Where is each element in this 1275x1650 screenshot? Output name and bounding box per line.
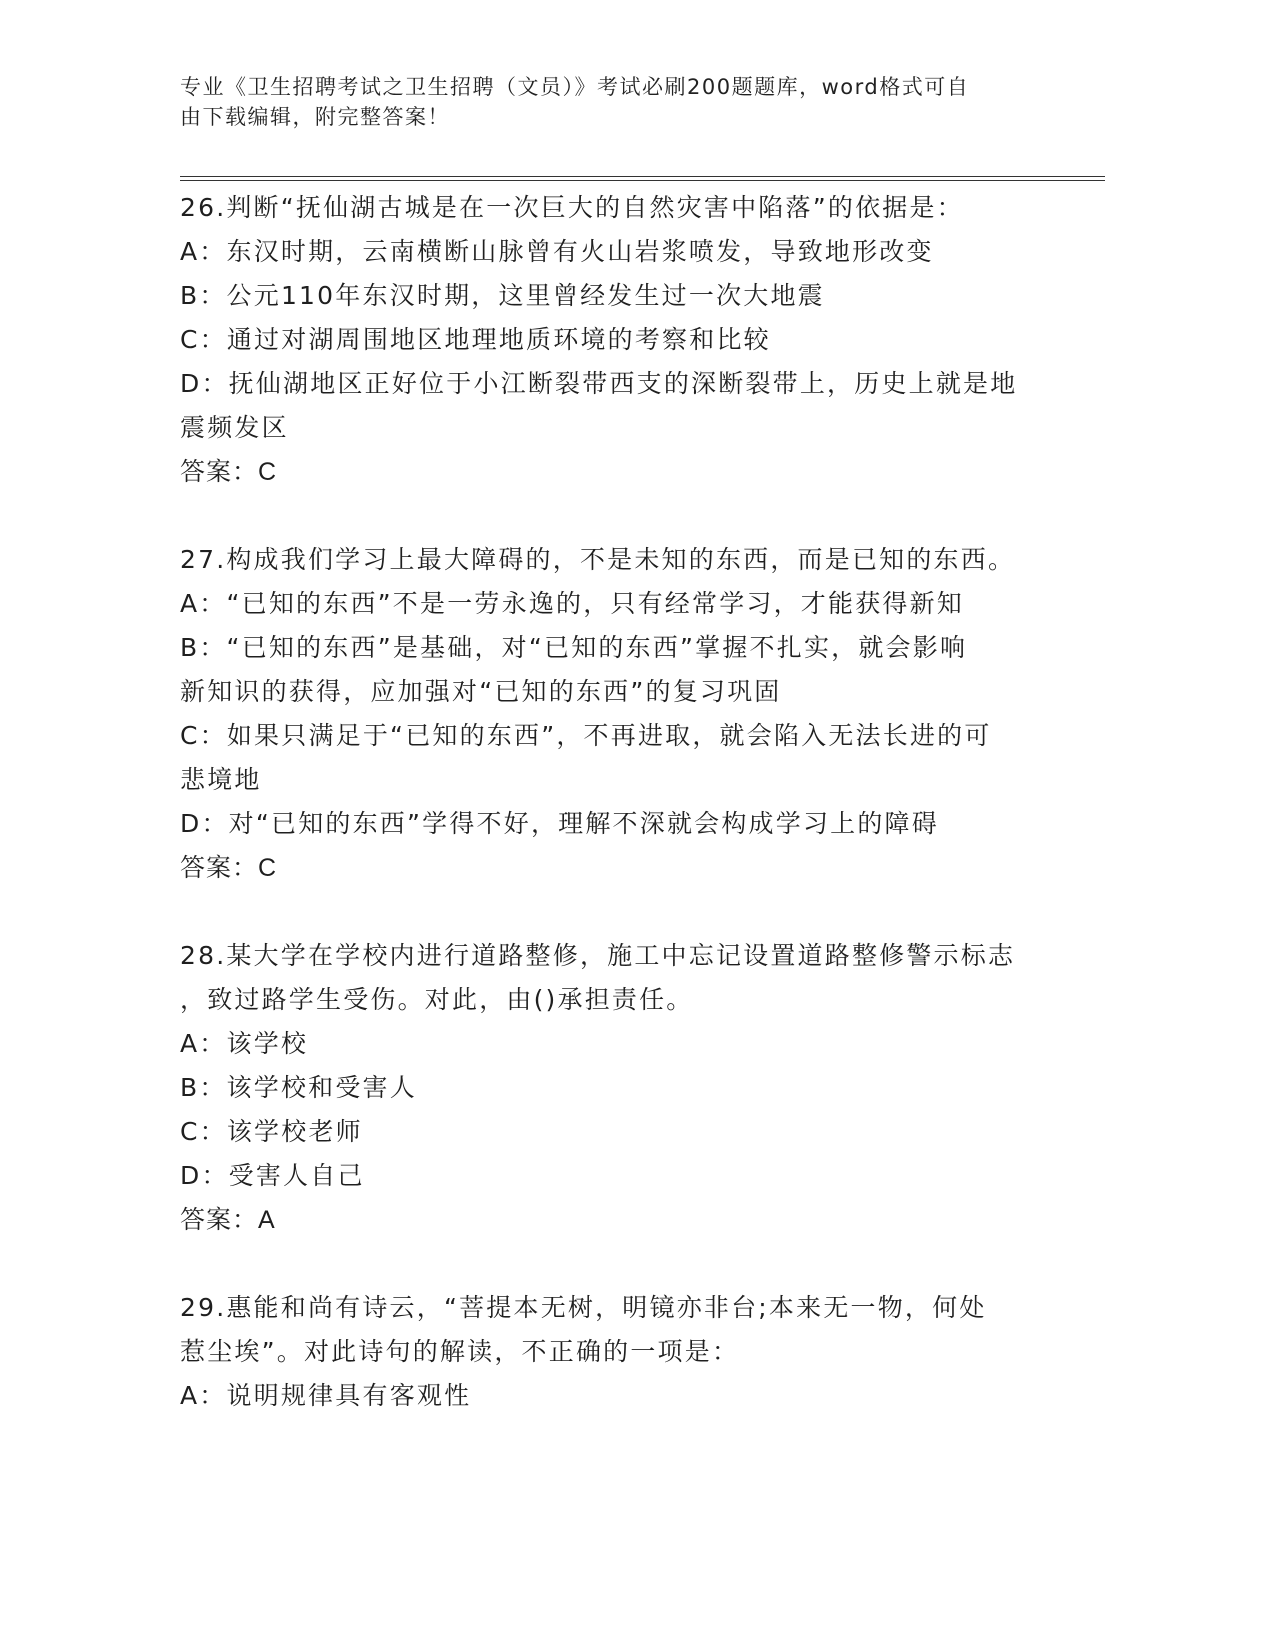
question-item: [180, 934, 1050, 1242]
answer-option: B：该学校和受害人: [180, 1073, 417, 1102]
header-divider: [180, 176, 1105, 181]
question-stem: 惹尘埃”。对此诗句的解读，不正确的一项是：: [180, 1337, 740, 1366]
question-list: [180, 186, 1050, 1418]
answer-option: B：“已知的东西”是基础，对“已知的东西”掌握不扎实，就会影响: [180, 633, 968, 662]
answer-option: C：通过对湖周围地区地理地质环境的考察和比较: [180, 325, 771, 354]
question-stem: 26.判断“抚仙湖古城是在一次巨大的自然灾害中陷落”的依据是：: [180, 193, 964, 222]
header-title-line-2: 由下载编辑，附完整答案！: [180, 105, 450, 129]
answer-option: 震频发区: [180, 413, 289, 442]
answer-option: C：如果只满足于“已知的东西”，不再进取，就会陷入无法长进的可: [180, 721, 992, 750]
question-stem: ，致过路学生受伤。对此，由()承担责任。: [180, 985, 694, 1014]
answer-option: A：说明规律具有客观性: [180, 1381, 472, 1410]
question-stem: 29.惠能和尚有诗云，“菩提本无树，明镜亦非台;本来无一物，何处: [180, 1293, 987, 1322]
answer-key: 答案：C: [180, 458, 278, 486]
answer-option: D：抚仙湖地区正好位于小江断裂带西支的深断裂带上，历史上就是地: [180, 369, 1018, 398]
answer-option: A：该学校: [180, 1029, 309, 1058]
answer-key: 答案：C: [180, 854, 278, 882]
answer-option: B：公元110年东汉时期，这里曾经发生过一次大地震: [180, 281, 825, 310]
answer-option: A：“已知的东西”不是一劳永逸的，只有经常学习，才能获得新知: [180, 589, 965, 618]
answer-option: 新知识的获得，应加强对“已知的东西”的复习巩固: [180, 677, 782, 706]
answer-option: C：该学校老师: [180, 1117, 363, 1146]
document-header: [180, 72, 1050, 132]
answer-option: A：东汉时期，云南横断山脉曾有火山岩浆喷发，导致地形改变: [180, 237, 934, 266]
question-spacer: [180, 890, 1050, 934]
answer-option: D：对“已知的东西”学得不好，理解不深就会构成学习上的障碍: [180, 809, 939, 838]
question-stem: 28.某大学在学校内进行道路整修，施工中忘记设置道路整修警示标志: [180, 941, 1016, 970]
question-item: [180, 186, 1050, 494]
answer-option: D：受害人自己: [180, 1161, 365, 1190]
question-spacer: [180, 494, 1050, 538]
question-item: [180, 538, 1050, 890]
answer-option: 悲境地: [180, 765, 262, 794]
header-title-line-1: 专业《卫生招聘考试之卫生招聘（文员）》考试必刷200题题库，word格式可自: [180, 75, 970, 99]
question-spacer: [180, 1242, 1050, 1286]
question-item: [180, 1286, 1050, 1418]
answer-key: 答案：A: [180, 1206, 276, 1234]
question-stem: 27.构成我们学习上最大障碍的，不是未知的东西，而是已知的东西。: [180, 545, 1016, 574]
